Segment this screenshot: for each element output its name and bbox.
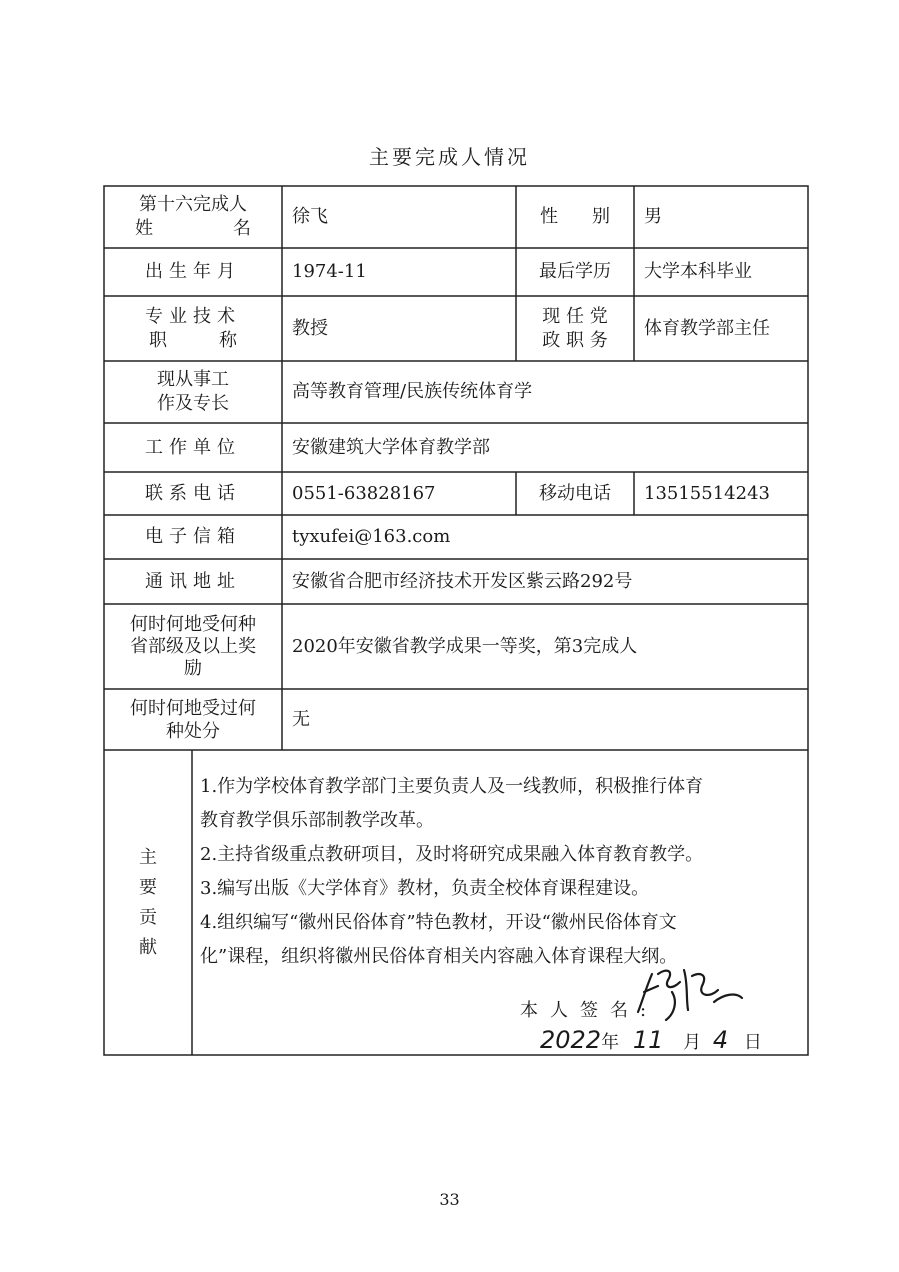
label-mobile: 移动电话 xyxy=(539,482,611,504)
contribution-text xyxy=(200,770,800,974)
label-post-line1: 现 任 党 xyxy=(542,305,608,327)
value-education: 大学本科毕业 xyxy=(644,261,752,282)
contribution-line: 化”课程，组织将徽州民俗体育相关内容融入体育课程大纲。 xyxy=(200,946,678,967)
label-contribution-char: 贡 xyxy=(139,906,157,928)
date-day-unit: 日 xyxy=(743,1032,762,1053)
date-year: 2022 xyxy=(540,1026,602,1054)
date-month: 11 xyxy=(632,1026,664,1054)
contribution-line: 教育教学俱乐部制教学改革。 xyxy=(200,810,434,831)
label-birth: 出生年月 xyxy=(145,261,241,282)
contribution-line: 4.组织编写“徽州民俗体育”特色教材，开设“徽州民俗体育文 xyxy=(200,912,677,933)
label-education: 最后学历 xyxy=(539,261,611,282)
handwritten-signature xyxy=(628,962,748,1024)
label-penalty xyxy=(104,689,282,750)
label-post xyxy=(516,296,634,361)
value-gender: 男 xyxy=(644,206,662,227)
label-penalty-line2: 种处分 xyxy=(166,720,220,742)
value-address: 安徽省合肥市经济技术开发区紫云路292号 xyxy=(292,570,633,592)
value-mobile: 13515514243 xyxy=(644,482,770,504)
label-name-a: 姓 xyxy=(135,218,153,239)
label-title-b: 称 xyxy=(219,329,237,351)
label-contribution-char: 要 xyxy=(139,876,157,898)
label-employer: 工作单位 xyxy=(145,436,241,458)
label-gender xyxy=(516,186,634,248)
label-contribution-char: 主 xyxy=(139,846,157,868)
page-number: 33 xyxy=(439,1190,460,1209)
value-awards: 2020年安徽省教学成果一等奖，第3完成人 xyxy=(292,635,638,657)
date-day: 4 xyxy=(712,1026,729,1054)
sign-date xyxy=(540,1026,762,1054)
label-gender-b: 别 xyxy=(592,206,610,227)
signature-label: 本人签名: xyxy=(520,1000,659,1021)
label-specialty-line2: 作及专长 xyxy=(157,393,229,414)
value-name: 徐飞 xyxy=(292,206,328,227)
label-phone: 联系电话 xyxy=(145,482,241,504)
label-title-a: 职 xyxy=(149,329,167,351)
value-birth: 1974-11 xyxy=(292,261,367,282)
label-specialty-line1: 现从事工 xyxy=(157,369,229,390)
page-title: 主要完成人情况 xyxy=(369,145,530,169)
value-post: 体育教学部主任 xyxy=(644,317,770,339)
label-completer-name xyxy=(104,186,282,248)
value-email: tyxufei@163.com xyxy=(292,526,451,547)
label-rank: 第十六完成人 xyxy=(139,194,247,215)
label-gender-a: 性 xyxy=(540,206,558,227)
value-specialty: 高等教育管理/民族传统体育学 xyxy=(292,381,533,402)
value-employer: 安徽建筑大学体育教学部 xyxy=(292,436,490,458)
label-specialty xyxy=(104,361,282,423)
value-title: 教授 xyxy=(292,317,328,339)
date-year-unit: 年 xyxy=(601,1032,620,1053)
label-title-line1: 专业技术 xyxy=(145,305,241,327)
label-post-line2: 政 职 务 xyxy=(542,329,608,351)
label-penalty-line1: 何时何地受过何 xyxy=(130,697,256,719)
label-awards xyxy=(104,604,282,689)
label-address: 通讯地址 xyxy=(145,570,241,592)
date-month-unit: 月 xyxy=(683,1032,702,1053)
label-awards-line1: 何时何地受何种 xyxy=(130,613,256,635)
contribution-line: 1.作为学校体育教学部门主要负责人及一线教师，积极推行体育 xyxy=(200,776,704,797)
label-contribution xyxy=(104,750,192,1055)
contribution-line: 2.主持省级重点教研项目，及时将研究成果融入体育教育教学。 xyxy=(200,844,704,865)
label-awards-line3: 励 xyxy=(184,657,202,679)
contribution-line: 3.编写出版《大学体育》教材，负责全校体育课程建设。 xyxy=(200,878,650,899)
value-phone: 0551-63828167 xyxy=(292,482,436,504)
label-contribution-char: 献 xyxy=(139,936,157,958)
label-name-b: 名 xyxy=(233,218,251,239)
label-email: 电子信箱 xyxy=(145,526,241,547)
value-penalty: 无 xyxy=(292,708,310,730)
label-title xyxy=(104,296,282,361)
label-awards-line2: 省部级及以上奖 xyxy=(130,635,256,657)
